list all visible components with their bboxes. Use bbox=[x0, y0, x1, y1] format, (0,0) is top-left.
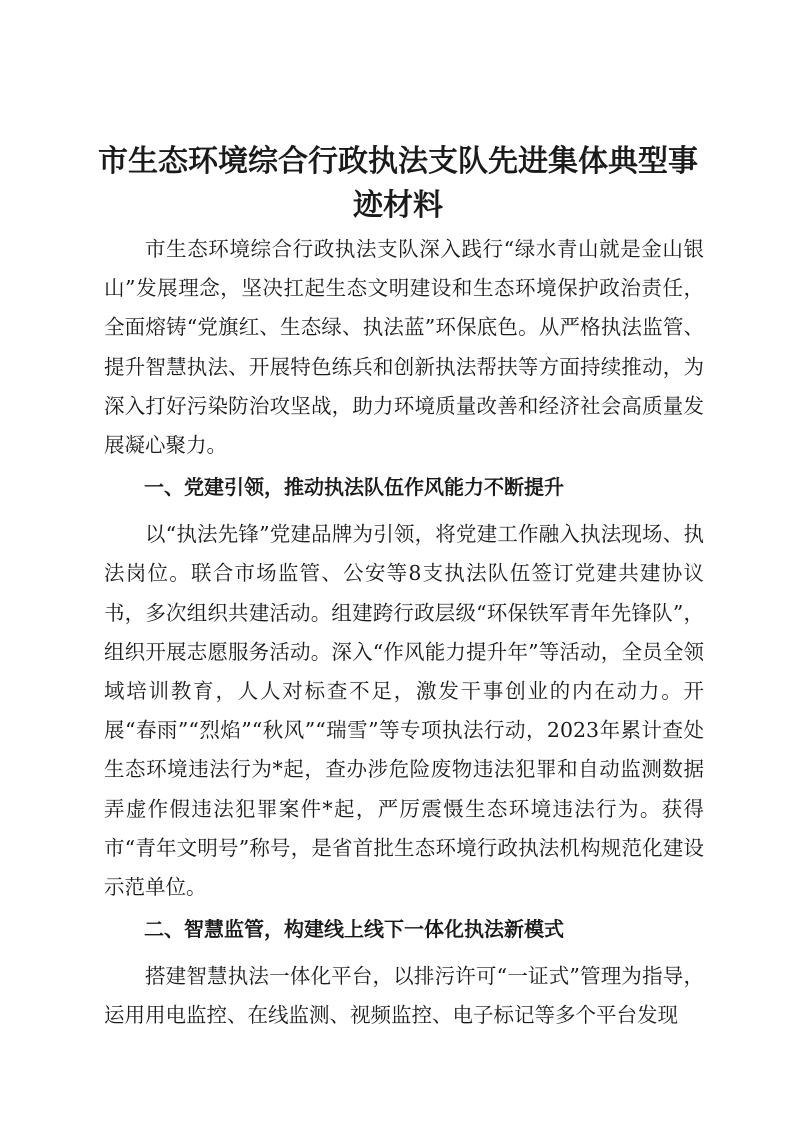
document-title-line-2: 迹材料 bbox=[353, 188, 443, 223]
intro-paragraph: 市生态环境综合行政执法支队深入践行“绿水青山就是金山银山”发展理念，坚决扛起生态文明建设和生态环境保护政治责任，全面熔铸“党旗红、生态绿、执法蓝”环保底色。从严格执法监管、提升智慧执法、开展特色练兵和创新执法帮扶等方面持续推动，为深入打好污染防治攻坚战，助力环境质量改善和经济社会高质量发展凝心聚力。 bbox=[104, 237, 704, 458]
section-body-1: 以“执法先锋”党建品牌为引领，将党建工作融入执法现场、执法岗位。联合市场监管、公安等8支执法队伍签订党建共建协议书，多次组织共建活动。组建跨行政层级“环保铁军青年先锋队”，组织开展志愿服务活动。深入“作风能力提升年”等活动，全员全领域培训教育，人人对标查不足，激发干事创业的内在动力。开展“春雨”“烈焰”“秋风”“瑞雪”等专项执法行动，2023年累计查处生态环境违法行为*起，查办涉危险废物违法犯罪和自动监测数据弄虚作假违法犯罪案件*起，严厉震慑生态环境违法行为。获得市“青年文明号”称号，是省首批生态环境行政执法机构规范化建设示范单位。 bbox=[104, 522, 704, 900]
document-body bbox=[104, 230, 704, 1036]
section-body-2: 搭建智慧执法一体化平台，以排污许可“一证式”管理为指导，运用用电监控、在线监测、视频监控、电子标记等多个平台发现 bbox=[104, 964, 704, 1028]
section-heading-1: 一、党建引领，推动执法队伍作风能力不断提升 bbox=[144, 475, 564, 500]
section-heading-2: 二、智慧监管，构建线上线下一体化执法新模式 bbox=[144, 917, 564, 942]
document-title-line-1: 市生态环境综合行政执法支队先进集体典型事 bbox=[98, 144, 698, 179]
